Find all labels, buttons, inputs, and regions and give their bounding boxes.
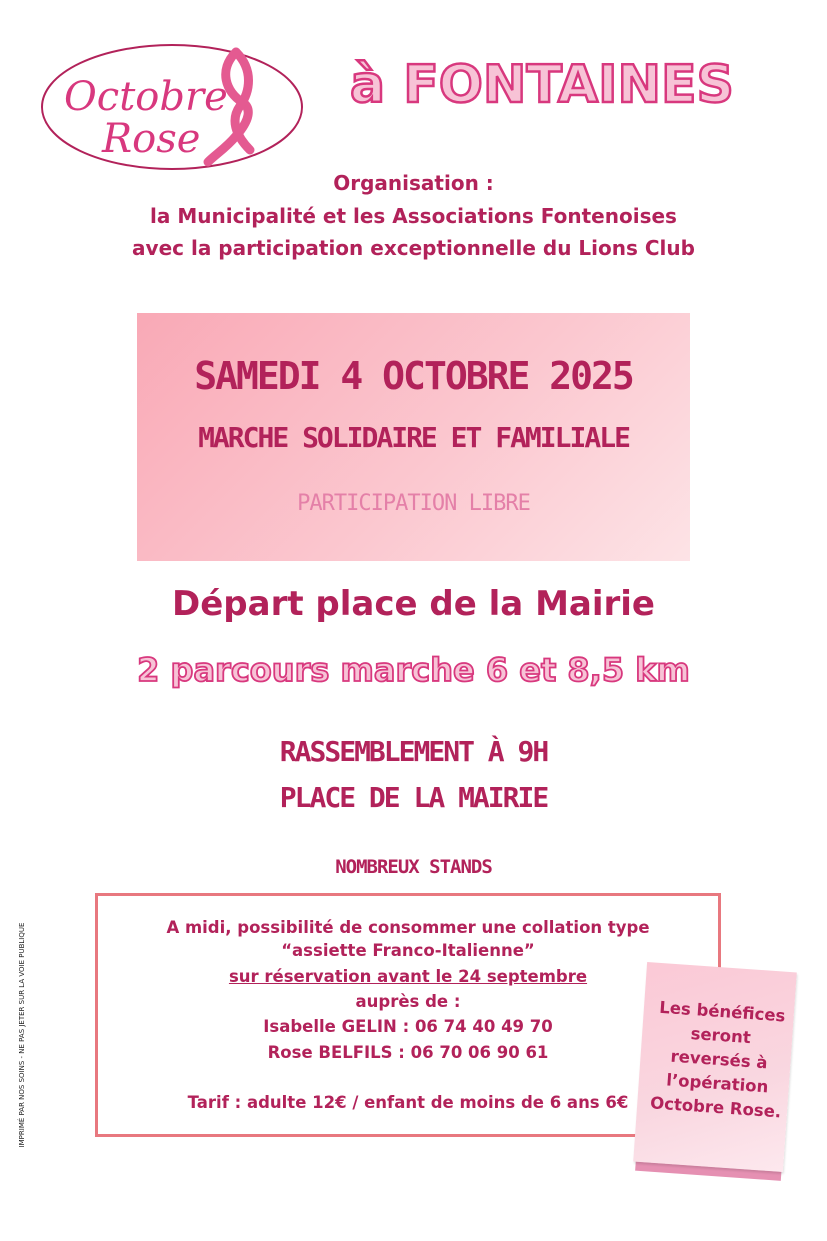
- logo-word-octobre: Octobre: [64, 74, 228, 120]
- logo-word-rose: Rose: [102, 116, 201, 162]
- octobre-rose-logo: [40, 40, 306, 174]
- info-line-3: sur réservation avant le 24 septembre: [228, 967, 588, 986]
- headline-fontaines: à FONTAINES: [350, 55, 734, 115]
- rassemblement-line-2: PLACE DE LA MAIRIE: [279, 781, 548, 814]
- organisation-label: Organisation :: [333, 171, 494, 195]
- event-date: SAMEDI 4 OCTOBRE 2025: [194, 354, 633, 398]
- vertical-disclaimer: [12, 904, 32, 1166]
- note-line-5: Octobre Rose.: [649, 1093, 782, 1122]
- event-title: MARCHE SOLIDAIRE ET FAMILIALE: [198, 421, 629, 454]
- event-participation: PARTICIPATION LIBRE: [297, 491, 530, 516]
- depart-text: Départ place de la Mairie: [172, 584, 655, 624]
- contact-isabelle: Isabelle GELIN : 06 74 40 49 70: [263, 1017, 553, 1036]
- note-line-1: Les bénéfices: [658, 997, 787, 1026]
- parcours-text: 2 parcours marche 6 et 8,5 km: [137, 651, 690, 689]
- info-line-1: A midi, possibilité de consommer une collation type: [166, 918, 650, 937]
- info-line-2: “assiette Franco-Italienne”: [281, 941, 535, 960]
- vertical-disclaimer-text: IMPRIMÉ PAR NOS SOINS - NE PAS JETER SUR LA VOIE PUBLIQUE: [18, 922, 26, 1148]
- info-line-4: auprès de :: [355, 992, 461, 1011]
- contact-rose: Rose BELFILS : 06 70 06 90 61: [267, 1043, 549, 1062]
- organisation-line-2: avec la participation exceptionnelle du Lions Club: [132, 236, 695, 260]
- organisation-line-1: la Municipalité et les Associations Fontenoises: [150, 204, 677, 228]
- note-line-4: l’opération: [665, 1070, 769, 1097]
- stands-text: NOMBREUX STANDS: [335, 856, 492, 878]
- tarif-text: Tarif : adulte 12€ / enfant de moins de 6 ans 6€: [187, 1093, 629, 1112]
- rassemblement-line-1: RASSEMBLEMENT À 9H: [279, 735, 548, 768]
- info-line-3-wrapper: [95, 964, 721, 989]
- note-line-3: reversés à: [669, 1046, 769, 1073]
- note-line-2: seront: [690, 1023, 752, 1048]
- sticky-note-text: [641, 995, 797, 1125]
